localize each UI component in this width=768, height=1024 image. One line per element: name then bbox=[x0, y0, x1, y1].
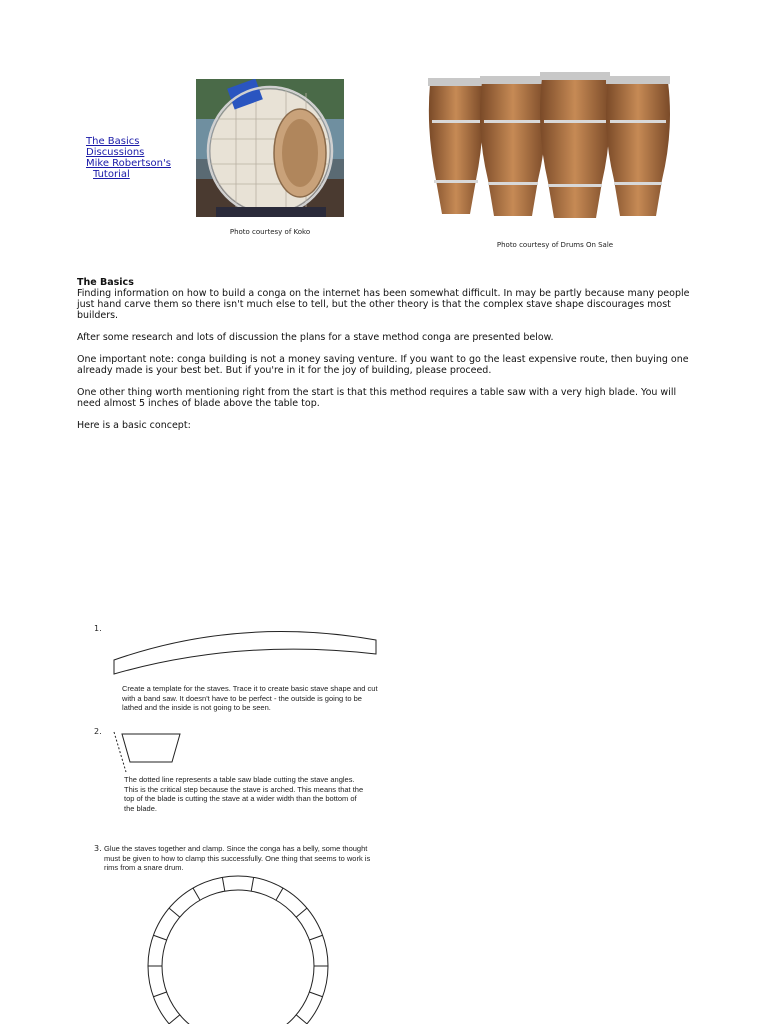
stave-divider bbox=[296, 908, 307, 917]
stave-divider bbox=[222, 877, 224, 891]
article-body bbox=[77, 277, 697, 442]
stave-divider bbox=[169, 908, 180, 917]
stave-divider bbox=[193, 888, 200, 900]
step-1-number: 1. bbox=[94, 624, 102, 633]
stave-divider bbox=[296, 1015, 307, 1024]
side-nav bbox=[86, 136, 171, 180]
conga-drums-photo bbox=[426, 70, 684, 222]
nav-link-discussions[interactable]: Discussions bbox=[86, 147, 145, 158]
stave-divider bbox=[309, 992, 322, 997]
left-photo-caption: Photo courtesy of Koko bbox=[229, 228, 311, 236]
stave-divider bbox=[251, 877, 253, 891]
nav-link-mike-robertsons[interactable]: Mike Robertson's bbox=[86, 158, 171, 169]
glued-staves-ring-illustration bbox=[146, 870, 330, 1024]
stave-angle-illustration bbox=[108, 728, 188, 774]
section-heading: The Basics bbox=[77, 277, 134, 288]
step-2-text: The dotted line represents a table saw blade cutting the stave angles. This is the critical step because the stave is arched. This means that the top of the blade is cutting the stave at a wider width than the bottom of the blade. bbox=[124, 775, 364, 813]
nav-link-the-basics[interactable]: The Basics bbox=[86, 136, 140, 147]
stave-divider bbox=[169, 1015, 180, 1024]
stave-divider bbox=[153, 935, 166, 940]
stave-divider bbox=[309, 935, 322, 940]
step-2-number: 2. bbox=[94, 727, 102, 736]
nav-link-tutorial[interactable]: Tutorial bbox=[93, 169, 130, 180]
stave-template-illustration bbox=[110, 620, 382, 678]
step-3-text: Glue the staves together and clamp. Since the conga has a belly, some thought must be given to how to clamp this successfully. One thing that seems to work is rims from a snare drum. bbox=[104, 844, 371, 872]
step-3-number: 3. bbox=[94, 844, 102, 853]
stave-divider bbox=[276, 888, 283, 900]
paragraph-intro: Finding information on how to build a conga on the internet has been somewhat difficult. In may be partly because many people just hand carve them so there isn't much else to tell, but the other theory is that the complex stave shape discourages most builders. bbox=[77, 288, 690, 321]
stave-shell-photo bbox=[196, 79, 344, 217]
paragraph-concept: Here is a basic concept: bbox=[77, 420, 191, 431]
paragraph-table-saw: One other thing worth mentioning right from the start is that this method requires a table saw with a very high blade. You will need almost 5 inches of blade above the table top. bbox=[77, 387, 677, 409]
step-1-text: Create a template for the staves. Trace it to create basic stave shape and cut with a band saw. It doesn't have to be perfect - the outside is going to be lathed and the inside is not going to be seen. bbox=[122, 684, 378, 712]
stave-divider bbox=[153, 992, 166, 997]
paragraph-research: After some research and lots of discussion the plans for a stave method conga are presented below. bbox=[77, 332, 554, 343]
paragraph-note: One important note: conga building is not a money saving venture. If you want to go the least expensive route, then buying one already made is your best bet. But if you're in it for the joy of building, please proceed. bbox=[77, 354, 689, 376]
right-photo-caption: Photo courtesy of Drums On Sale bbox=[496, 241, 614, 249]
